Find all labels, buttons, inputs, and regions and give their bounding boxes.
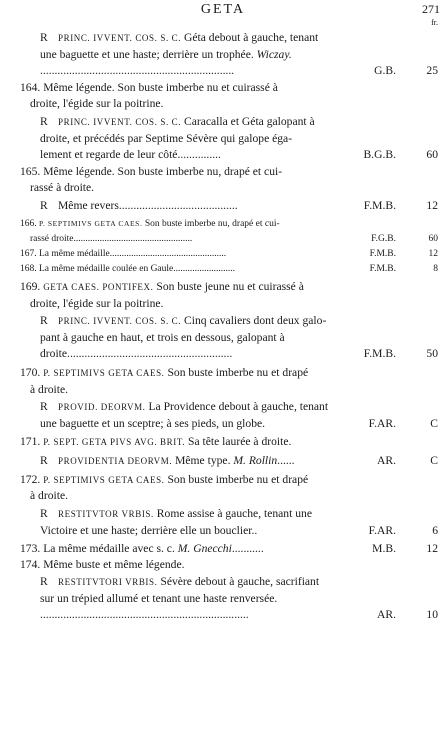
entry-line xyxy=(20,296,438,312)
description-text: lement et regarde de leur côté............... xyxy=(40,147,221,161)
entry-text xyxy=(20,165,282,178)
entry-text xyxy=(30,489,68,502)
entry-text xyxy=(40,331,285,344)
legend-text: P. SEPTIMIVS GETA CAES. xyxy=(43,474,165,485)
catalogue-entry xyxy=(20,399,438,432)
catalogue-entry xyxy=(20,216,438,247)
description-text: 171. xyxy=(20,434,44,448)
description-text: 170. xyxy=(20,365,44,379)
legend-text: PRINC. IVVENT. COS. S. C. xyxy=(58,316,182,327)
description-text: Géta debout à gauche, tenant xyxy=(181,31,319,44)
catalogue-entry xyxy=(20,247,438,262)
entry-line xyxy=(20,198,438,214)
rarity-metal-code: B.G.B. xyxy=(363,147,396,161)
description-text: Victoire et une haste; derrière elle un bouclier.. xyxy=(40,523,258,537)
price-value: C xyxy=(430,417,438,431)
entry-text xyxy=(40,314,326,327)
entry-line xyxy=(20,47,438,63)
reverse-mark: R xyxy=(40,198,48,212)
entry-line xyxy=(20,472,438,489)
catalogue-entry xyxy=(20,557,438,573)
description-text: rassé droite.................................................. xyxy=(30,233,193,244)
reverse-mark: R xyxy=(40,575,48,589)
entry-text xyxy=(40,63,346,79)
catalogue-entry xyxy=(20,164,438,196)
price-value: 12 xyxy=(426,198,438,212)
entry-text xyxy=(30,232,346,247)
entry-line xyxy=(20,262,438,277)
entry-text xyxy=(30,383,68,396)
entry-line xyxy=(20,63,438,79)
price-unit-label: fr. xyxy=(431,18,438,27)
entry-text xyxy=(30,97,163,110)
price-value: 60 xyxy=(426,147,438,161)
description-text: Sa tête laurée à droite. xyxy=(185,434,292,448)
entry-line xyxy=(20,365,438,382)
description-text: droite, l'égide sur la poitrine. xyxy=(30,296,164,310)
entry-line xyxy=(20,488,438,504)
catalogue-entry xyxy=(20,506,438,539)
rarity-metal-code: F.M.B. xyxy=(369,263,396,274)
rarity-metal-code: F.AR. xyxy=(368,523,396,537)
price-value: 50 xyxy=(426,346,438,360)
entry-line xyxy=(20,180,438,196)
price-value: 60 xyxy=(428,233,438,244)
legend-text: P. SEPTIMIVS GETA CAES. xyxy=(39,218,143,228)
description-text: 174. Même buste et même légende. xyxy=(20,557,185,571)
catalogue-entry xyxy=(20,365,438,398)
description-text: à droite. xyxy=(30,489,68,503)
entry-line xyxy=(20,30,438,47)
legend-text: GETA CAES. PONTIFEX. xyxy=(43,281,154,292)
rarity-metal-code: AR. xyxy=(376,453,396,467)
entry-text xyxy=(40,115,315,128)
entry-line xyxy=(20,96,438,112)
catalogue-entry xyxy=(20,313,438,361)
entry-text xyxy=(40,575,319,588)
description-text: La Providence debout à gauche, tenant xyxy=(145,400,329,414)
running-head-title: GETA xyxy=(200,2,246,17)
page-number: 271 xyxy=(422,2,440,16)
description-text: 172. xyxy=(20,472,44,486)
catalogue-entry xyxy=(20,574,438,622)
entry-text xyxy=(40,31,318,44)
description-text: à droite. xyxy=(30,382,68,396)
description-text: une baguette et une haste; derrière un trophée. xyxy=(40,47,257,61)
entry-text xyxy=(20,247,346,262)
description-text: ........... xyxy=(231,541,264,555)
entry-text xyxy=(40,132,292,145)
description-text: ........................................................................ xyxy=(40,607,249,621)
description-text: 165. Même légende. Son buste imberbe nu, drapé et cui- xyxy=(20,165,283,179)
description-text: droite, et précédés par Septime Sévère qui galope éga- xyxy=(40,131,293,145)
entry-line xyxy=(20,399,438,416)
entry-text xyxy=(20,558,185,571)
price-value: 12 xyxy=(428,248,438,259)
rarity-metal-code: M.B. xyxy=(372,541,396,555)
price-value: 8 xyxy=(433,263,438,274)
entry-text xyxy=(20,473,308,486)
entry-line xyxy=(20,131,438,147)
description-text: 169. xyxy=(20,279,44,293)
price-value: 10 xyxy=(426,607,438,621)
entry-text xyxy=(20,262,346,277)
entry-line xyxy=(20,506,438,523)
catalogue-entry xyxy=(20,279,438,312)
reverse-mark: R xyxy=(40,453,48,467)
rarity-metal-code: G.B. xyxy=(374,63,396,77)
entry-text xyxy=(20,541,346,557)
collection-name: M. Gnecchi xyxy=(177,541,232,555)
entry-text xyxy=(20,81,278,94)
description-text: droite......................................................... xyxy=(40,346,233,360)
legend-text: PRINC. IVVENT. COS. S. C. xyxy=(58,116,182,127)
description-text: Son buste imberbe nu et drapé xyxy=(164,472,309,486)
entry-line xyxy=(20,416,438,432)
entry-text xyxy=(40,147,346,163)
description-text: ...... xyxy=(277,453,295,467)
description-text: Sévère debout à gauche, sacrifiant xyxy=(157,575,320,589)
reverse-mark: R xyxy=(40,114,48,128)
legend-text: RESTITVTOR VRBIS. xyxy=(58,509,154,520)
legend-text: P. SEPT. GETA PIVS AVG. BRIT. xyxy=(43,436,186,447)
entry-line xyxy=(20,147,438,163)
description-text: Rome assise à gauche, tenant une xyxy=(153,507,312,521)
entry-line xyxy=(20,279,438,296)
description-text: 167. La même médaille................................................. xyxy=(20,248,227,259)
entry-line xyxy=(20,434,438,451)
collection-name: Wiczay. xyxy=(256,47,292,61)
entry-line xyxy=(20,557,438,573)
entry-line xyxy=(20,164,438,180)
rarity-metal-code: F.M.B. xyxy=(363,346,396,360)
description-text: 173. La même médaille avec s. c. xyxy=(20,541,178,555)
reverse-mark: R xyxy=(40,507,48,521)
legend-text: P. SEPTIMIVS GETA CAES. xyxy=(43,367,165,378)
description-text: Son buste jeune nu et cuirassé à xyxy=(153,279,304,293)
entry-line xyxy=(20,114,438,131)
legend-text: PRINC. IVVENT. COS. S. C. xyxy=(58,33,182,43)
entry-text xyxy=(20,435,291,448)
entry-text xyxy=(20,366,308,379)
price-value: 12 xyxy=(426,541,438,555)
rarity-metal-code: F.M.B. xyxy=(363,198,396,212)
entry-text xyxy=(40,453,346,470)
description-text: Caracalla et Géta galopant à xyxy=(181,114,315,128)
description-text: Son buste imberbe nu, drapé et cui- xyxy=(142,218,280,229)
catalogue-entry xyxy=(20,434,438,451)
reverse-mark: R xyxy=(40,314,48,328)
legend-text: RESTITVTORI VRBIS. xyxy=(58,577,158,588)
entry-line xyxy=(20,247,438,262)
description-text: 164. Même légende. Son buste imberbe nu et cuirassé à xyxy=(20,81,278,95)
reverse-mark: R xyxy=(40,400,48,414)
catalogue-entry xyxy=(20,262,438,277)
entry-line xyxy=(20,330,438,346)
description-text: ................................................................... xyxy=(40,63,235,77)
entry-line xyxy=(20,453,438,470)
entry-line xyxy=(20,541,438,557)
description-text: Même type. xyxy=(172,453,234,467)
description-text: droite, l'égide sur la poitrine. xyxy=(30,97,164,111)
rarity-metal-code: AR. xyxy=(376,607,396,621)
entry-line xyxy=(20,523,438,539)
description-text: 166. xyxy=(20,218,39,229)
reverse-mark: R xyxy=(40,31,48,44)
catalogue-entry xyxy=(20,198,438,214)
description-text: 168. La même médaille coulée en Gaule.......................... xyxy=(20,263,236,274)
entry-line xyxy=(20,607,438,623)
entry-line xyxy=(20,216,438,232)
description-text: une baguette et un sceptre; à ses pieds, un globe. xyxy=(40,417,266,431)
catalogue-entry xyxy=(20,114,438,162)
entry-text xyxy=(40,507,312,520)
entry-text xyxy=(20,280,304,293)
rarity-metal-code: F.M.B. xyxy=(369,248,396,259)
entry-text xyxy=(30,181,94,194)
catalogue-entry xyxy=(20,472,438,505)
entry-text xyxy=(40,198,346,214)
entry-text xyxy=(30,297,163,310)
description-text: Son buste imberbe nu et drapé xyxy=(164,365,309,379)
rarity-metal-code: F.G.B. xyxy=(371,233,396,244)
entry-line xyxy=(20,591,438,607)
legend-text: PROVID. DEORVM. xyxy=(58,402,146,413)
price-value: 6 xyxy=(432,523,438,537)
description-text: pant à gauche en haut, et trois en dessous, galopant à xyxy=(40,331,285,345)
entry-text xyxy=(20,219,280,229)
catalogue-entry xyxy=(20,30,438,78)
entry-line xyxy=(20,574,438,591)
legend-text: PROVIDENTIA DEORVM. xyxy=(58,455,173,466)
entry-line xyxy=(20,346,438,362)
catalogue-entry xyxy=(20,541,438,557)
entry-text xyxy=(40,523,346,539)
entry-text xyxy=(40,48,292,61)
catalogue-entries xyxy=(20,30,438,623)
entry-text xyxy=(40,416,346,432)
description-text: Cinq cavaliers dont deux galo- xyxy=(181,314,327,328)
price-value: 25 xyxy=(426,63,438,77)
entry-text xyxy=(40,400,328,413)
description-text: Même revers......................................... xyxy=(58,198,238,212)
entry-text xyxy=(40,607,346,623)
entry-line xyxy=(20,80,438,96)
description-text: sur un trépied allumé et tenant une haste renversée. xyxy=(40,592,278,606)
price-value: C xyxy=(430,453,438,467)
collection-name: M. Rollin xyxy=(233,453,278,467)
catalogue-entry xyxy=(20,80,438,112)
catalogue-entry xyxy=(20,453,438,470)
entry-line xyxy=(20,313,438,330)
entry-line xyxy=(20,232,438,247)
rarity-metal-code: F.AR. xyxy=(368,417,396,431)
description-text: rassé à droite. xyxy=(30,181,95,195)
entry-text xyxy=(40,346,346,362)
entry-line xyxy=(20,382,438,398)
entry-text xyxy=(40,592,277,605)
